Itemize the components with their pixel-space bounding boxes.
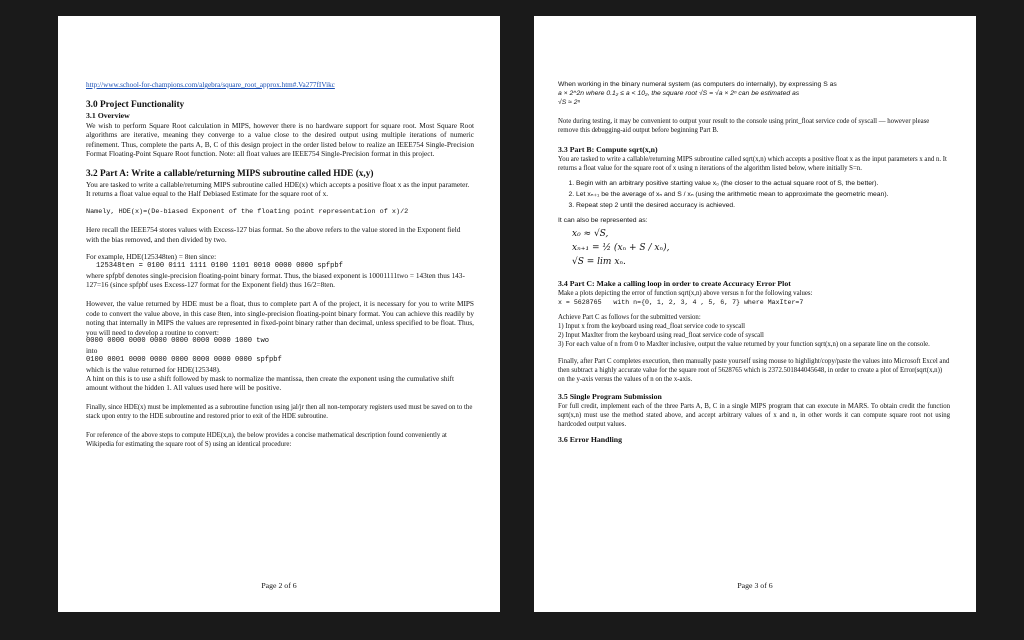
overview-title: 3.1 Overview <box>86 111 130 120</box>
c-step-3: 3) For each value of n from 0 to MaxIter inclusive, output the value returned by your function sqrt(x,n) on a separate line on the console. <box>558 341 930 348</box>
code-line-1: 0000 0000 0000 0000 0000 0000 0000 1000 two <box>86 337 270 346</box>
page-footer: Page 2 of 6 <box>261 581 297 590</box>
part-a-text: You are tasked to write a callable/returning MIPS subroutine called HDE(x) which accepts a positive float x as the input parameter. It returns a float value equal to the Half Debiased Estimate for the square root of x. <box>86 179 470 199</box>
part-c-values: x = 5628765 with n={0, 1, 2, 3, 4 , 5, 6, 7} where MaxIter=7 <box>558 299 804 306</box>
part-a-title: 3.2 Part A: Write a callable/returning MIPS subroutine called HDE (x,y) <box>86 168 374 179</box>
however-text: However, the value returned by HDE must be a float, thus to complete part A of the project, it is necessary for you to write MIPS code to convert the value above, in this case 8ten, into single-precision floating-point binary format. You can achieve this readily by noting that internally in MIPS the values are represented in fixed-point binary rather than decimal, unless specified to be float. Thus, you will need to develop a routine to convert: <box>86 299 474 337</box>
finally-text: Finally, after Part C completes execution, then manually paste yourself using mouse to highlight/copy/paste the values into Microsoft Excel and then subtract a highly accurate value for the square root of 5628765 which is 2372.501844045648, in order to create a plot of Error(sqrt(x,n)) on the y-axis versus the values of n on the x-axis. <box>558 358 950 383</box>
recall-text: Here recall the IEEE754 stores values with Excess-127 bias format. So the above refers to the value stored in the Exponent field with the bias removed, and then divided by two. <box>86 225 461 244</box>
achieve-text: Achieve Part C as follows for the submitted version: <box>558 314 701 321</box>
example-bits: 125348ten = 0100 0111 1111 0100 1101 0010 0000 0000 spfpbf <box>96 261 343 270</box>
math-line-1: x₀ ≈ √S, <box>572 229 609 239</box>
c-step-1: 1) Input x from the keyboard using read_float service code to syscall <box>558 323 746 330</box>
example-text: where spfpbf denotes single-precision floating-point binary format. Thus, the biased exponent is 10001111two = 143ten thus 143-127=16 (since spfpbf uses Excess-127 format for the Exponent field) thus 16/2=8ten. <box>86 270 465 290</box>
step-3: 3. Repeat step 2 until the desired accuracy is achieved. <box>576 201 950 210</box>
overview-text: We wish to perform Square Root calculation in MIPS, however there is no hardware support for square root. Most Square Root algorithms are iterative, meaning they converge to a value close to the desired output using multiple iterations of numeric refinement. Thus, complete the parts A, B, C of this design project in the order listed below to realize an IEEE754 Single-Precision Format Floating-Point Square Root function. Note: all float values are IEEE754 Single-Precision format in this project. <box>86 121 474 159</box>
math-line-2: xₙ₊₁ = ½ (xₙ + S / xₙ), <box>572 243 670 253</box>
binary-formula: a × 2^2n where 0.1₂ ≤ a < 10₂, the square root √S = √a × 2ⁿ can be estimated as <box>558 90 800 97</box>
page-3 <box>534 16 976 612</box>
page-footer: Page 3 of 6 <box>737 581 773 590</box>
section-title: 3.0 Project Functionality <box>86 100 185 110</box>
into-label: into <box>86 346 98 356</box>
note-text: Note during testing, it may be convenient to output your result to the console using print_float service code of syscall — however please remove this debugging-aid output before beginning Part B. <box>558 118 930 134</box>
example-intro: For example, HDE(125348ten) = 8ten since: <box>86 252 217 262</box>
page-2 <box>58 16 500 612</box>
part-c-title: 3.4 Part C: Make a calling loop in order to create Accuracy Error Plot <box>558 279 791 288</box>
hint-text: A hint on this is to use a shift followed by mask to normalize the mantissa, then create the exponent using the cumulative shift amount without the hidden 1. All values used here will be positive. <box>86 373 455 393</box>
reference-text: For reference of the above steps to compute HDE(x,n), the below provides a concise mathematical description found conveniently at Wikipedia for estimating the square root of S) using an identical procedure: <box>86 431 447 448</box>
single-program-title: 3.5 Single Program Submission <box>558 392 662 401</box>
namely-text: Namely, HDE(x)=(De-biased Exponent of the floating point representation of x)/2 <box>86 208 409 217</box>
step-2: 2. Let xₙ₊₁ be the average of xₙ and S / xₙ (using the arithmetic mean to approximate the geometric mean). <box>576 190 950 199</box>
binary-intro: When working in the binary numeral system (as computers do internally), by expressing S as <box>558 81 837 88</box>
reference-link[interactable]: http://www.school-for-champions.com/algebra/square_root_approx.htm#.Va277fIVikc <box>86 81 335 89</box>
represented-text: It can also be represented as: <box>558 217 648 224</box>
finally-text: Finally, since HDE(x) must be implemented as a subroutine function using jal/jr then all non-temporary registers used must be saved on to the stack upon entry to the HDE subroutine and restored prior to exit of the HDE subroutine. <box>86 403 473 420</box>
step-1: 1. Begin with an arbitrary positive starting value x₀ (the closer to the actual square root of S, the better). <box>576 179 950 188</box>
binary-estimate: √S ≈ 2ⁿ <box>558 99 581 106</box>
single-program-text: For full credit, implement each of the three Parts A, B, C in a single MIPS program that can execute in MARS. To obtain credit the function sqrt(x,n) must use the method stated above, and accept arbitrary values of x and n, in other words it can compute square root not using hardcoded output values. <box>558 403 950 428</box>
math-line-3: √S = lim xₙ. <box>572 257 626 267</box>
part-b-title: 3.3 Part B: Compute sqrt(x,n) <box>558 145 658 154</box>
code-line-2: 0100 0001 0000 0000 0000 0000 0000 0000 spfpbf <box>86 355 282 364</box>
returned-text: which is the value returned for HDE(125348). <box>86 364 221 374</box>
error-handling-title: 3.6 Error Handling <box>558 435 623 444</box>
algorithm-steps <box>558 179 950 210</box>
part-b-text: You are tasked to write a callable/returning MIPS subroutine called sqrt(x,n) which accepts a positive float x as the input parameters x and n. It returns a float value for the square root of x using n iterations of the algorithm listed below, where initially S=n. <box>558 156 947 172</box>
part-c-text: Make a plots depicting the error of function sqrt(x,n) above versus n for the following values: <box>558 290 813 297</box>
c-step-2: 2) Input MaxIter from the keyboard using read_float service code of syscall <box>558 332 764 339</box>
